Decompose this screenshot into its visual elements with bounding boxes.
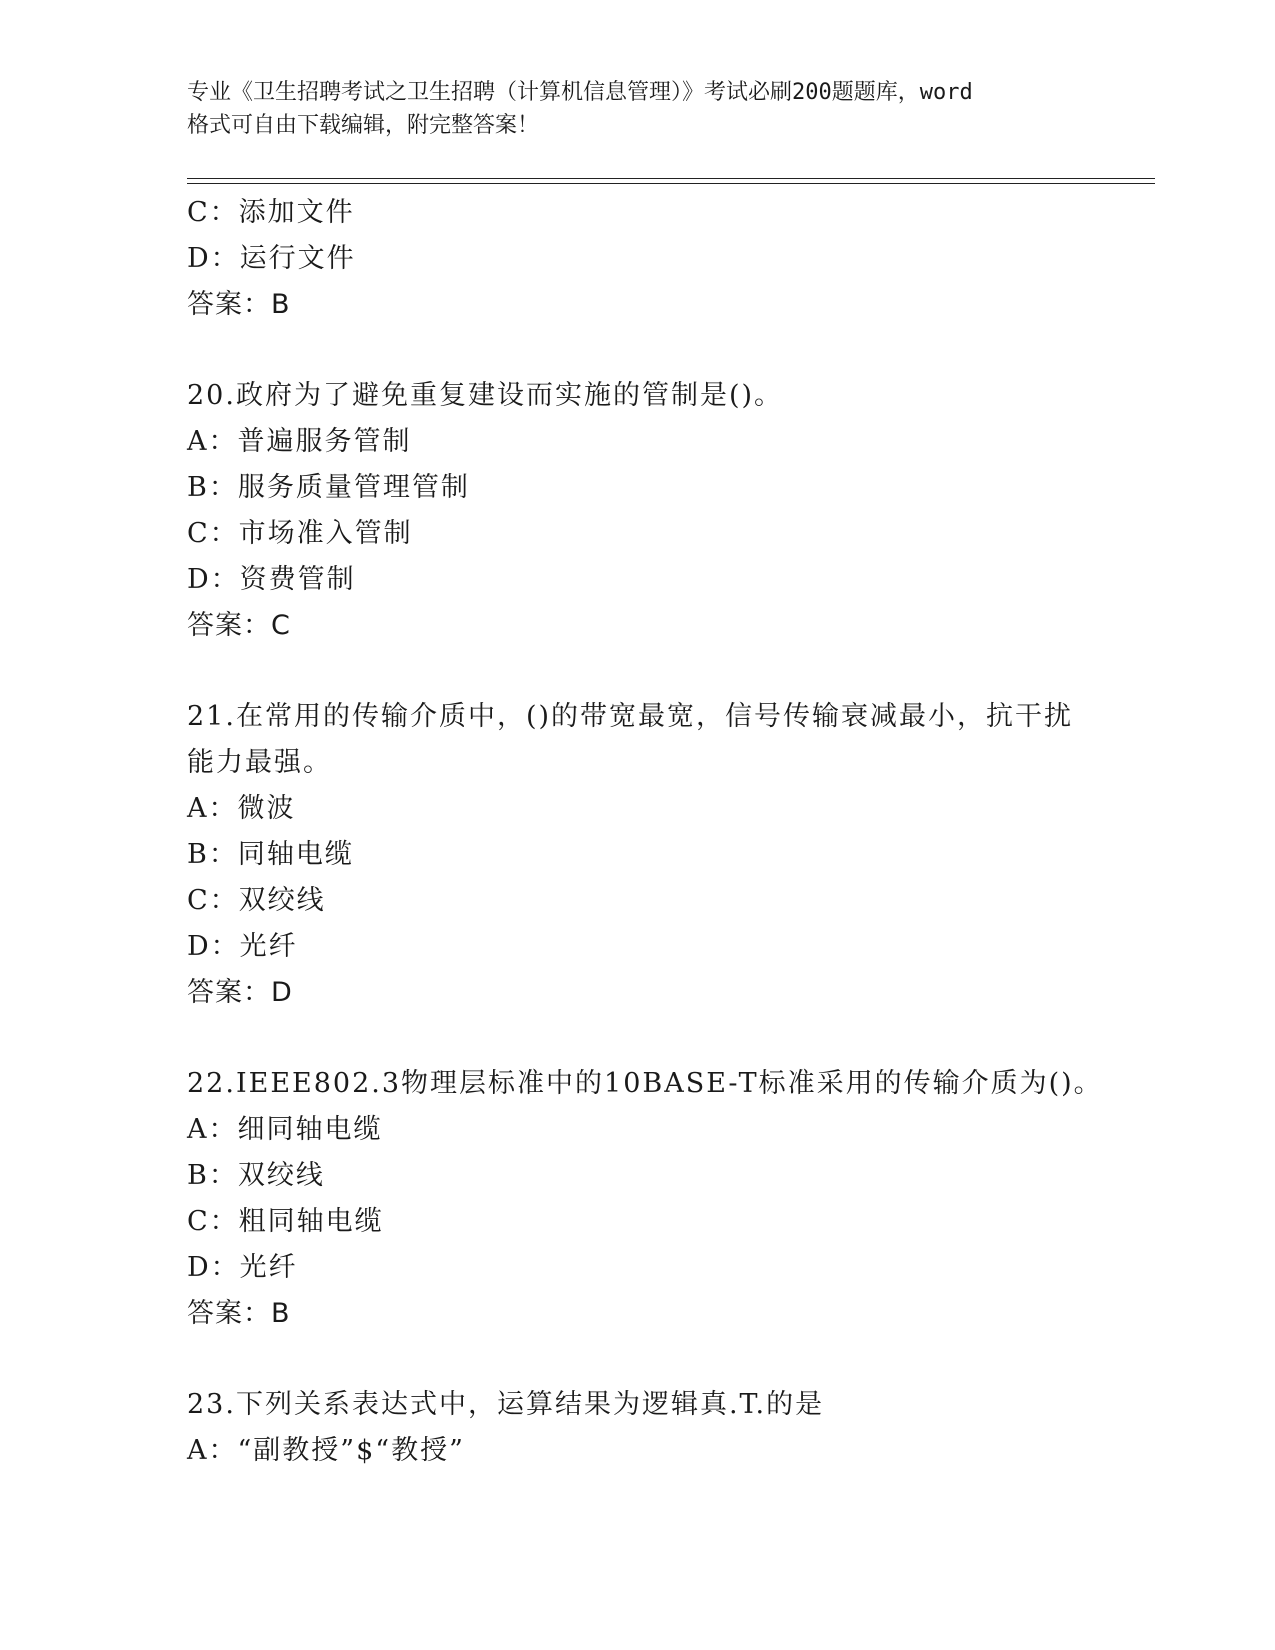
option-b: B：同轴电缆 — [187, 839, 354, 870]
document-header — [187, 76, 1087, 142]
question-21 — [187, 694, 1087, 1016]
option-c: C：粗同轴电缆 — [187, 1206, 384, 1237]
option-d: D：运行文件 — [187, 243, 356, 274]
question-22 — [187, 1061, 1103, 1337]
question-20 — [187, 373, 1087, 649]
answer: 答案：B — [187, 289, 291, 320]
option-c: C：添加文件 — [187, 197, 355, 228]
header-line-2: 格式可自由下载编辑，附完整答案！ — [187, 113, 540, 138]
option-d: D：光纤 — [187, 931, 298, 962]
question-stem-line-2: 能力最强。 — [187, 747, 332, 778]
header-divider-bottom — [187, 183, 1155, 184]
option-c: C：市场准入管制 — [187, 518, 413, 549]
option-d: D：光纤 — [187, 1252, 298, 1283]
option-c: C：双绞线 — [187, 885, 326, 916]
option-a: A：细同轴电缆 — [187, 1114, 383, 1145]
option-a: A：微波 — [187, 793, 296, 824]
header-line-1: 专业《卫生招聘考试之卫生招聘（计算机信息管理）》考试必刷200题题库，word — [187, 80, 973, 105]
option-a: A：普遍服务管制 — [187, 426, 412, 457]
answer: 答案：D — [187, 977, 293, 1008]
question-stem: 20.政府为了避免重复建设而实施的管制是()。 — [187, 380, 784, 411]
option-a: A：“副教授”$“教授” — [187, 1435, 465, 1466]
option-b: B：服务质量管理管制 — [187, 472, 470, 503]
question-23 — [187, 1382, 1087, 1474]
question-stem: 23.下列关系表达式中，运算结果为逻辑真.T.的是 — [187, 1389, 825, 1420]
option-b: B：双绞线 — [187, 1160, 325, 1191]
question-19-tail — [187, 190, 1087, 328]
question-stem-line-1: 21.在常用的传输介质中，()的带宽最宽，信号传输衰减最小，抗干扰 — [187, 701, 1074, 732]
question-stem: 22.IEEE802.3物理层标准中的10BASE-T标准采用的传输介质为()。 — [187, 1068, 1103, 1099]
option-d: D：资费管制 — [187, 564, 356, 595]
question-list — [187, 190, 1103, 1474]
answer: 答案：B — [187, 1298, 291, 1329]
answer: 答案：C — [187, 610, 291, 641]
header-divider-top — [187, 178, 1155, 179]
